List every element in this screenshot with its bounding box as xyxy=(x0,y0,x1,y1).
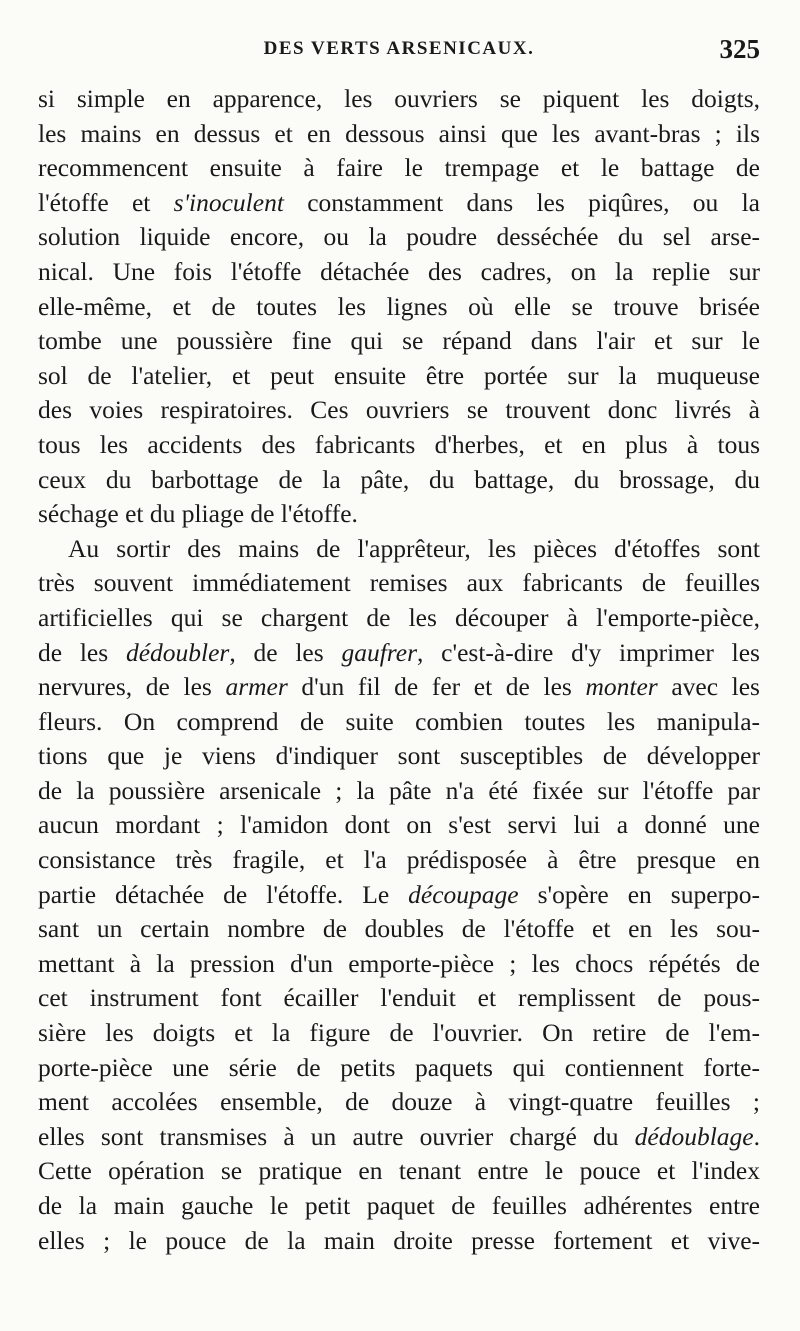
text-line: très souvent immédiatement remises aux fabricants de feuilles xyxy=(38,568,760,598)
italic-term: dédoubler xyxy=(125,637,230,667)
text-line: ceux du barbottage de la pâte, du battage, du brossage, du xyxy=(38,464,760,494)
italic-term: monter xyxy=(585,672,658,702)
text-line: elles ; le pouce de la main droite presse fortement et vive- xyxy=(38,1225,760,1255)
text-line: solution liquide encore, ou la poudre desséchée du sel arse- xyxy=(38,222,760,252)
italic-term: découpage xyxy=(408,879,519,909)
text-line: recommencent ensuite à faire le trempage et le battage de xyxy=(38,153,760,183)
text-line: les mains en dessus et en dessous ainsi que les avant-bras ; ils xyxy=(38,118,760,148)
italic-term: gaufrer xyxy=(341,637,418,667)
text-line: aucun mordant ; l'amidon dont on s'est servi lui a donné une xyxy=(38,810,760,840)
text-line: sant un certain nombre de doubles de l'étoffe et en les sou- xyxy=(38,914,760,944)
text-line: de la main gauche le petit paquet de feuilles adhérentes entre xyxy=(38,1191,760,1220)
text-line: mettant à la pression d'un emporte-pièce ; les chocs répétés de xyxy=(38,948,760,978)
italic-term: s'inoculent xyxy=(173,187,284,217)
body-text xyxy=(38,82,760,1258)
text-line: l'étoffe et s'inoculent constamment dans les piqûres, ou la xyxy=(38,187,760,217)
text-line: nical. Une fois l'étoffe détachée des cadres, on la replie sur xyxy=(38,256,760,286)
text-line: nervures, de les armer d'un fil de fer et de les monter avec les xyxy=(38,672,760,702)
paragraph xyxy=(38,82,760,532)
text-line: elle-même, et de toutes les lignes où elle se trouve brisée xyxy=(38,291,760,321)
text-line: artificielles qui se chargent de les découper à l'emporte-pièce, xyxy=(38,602,760,632)
text-line: sière les doigts et la figure de l'ouvrier. On retire de l'em- xyxy=(38,1018,760,1048)
text-line: tous les accidents des fabricants d'herbes, et en plus à tous xyxy=(38,429,760,459)
italic-term: armer xyxy=(225,672,288,702)
text-line: cet instrument font écailler l'enduit et remplissent de pous- xyxy=(38,983,760,1013)
text-line: elles sont transmises à un autre ouvrier chargé du dédoublage. xyxy=(38,1121,760,1151)
text-line: des voies respiratoires. Ces ouvriers se trouvent donc livrés à xyxy=(38,395,760,425)
text-line: consistance très fragile, et l'a prédisposée à être presque en xyxy=(38,845,760,875)
text-line: partie détachée de l'étoffe. Le découpage s'opère en superpo- xyxy=(38,879,760,909)
text-line: de la poussière arsenicale ; la pâte n'a été fixée sur l'étoffe par xyxy=(38,775,760,805)
running-head xyxy=(38,34,760,68)
text-line: Cette opération se pratique en tenant entre le pouce et l'index xyxy=(38,1156,760,1186)
running-title: DES VERTS ARSENICAUX. xyxy=(263,38,535,59)
text-line: fleurs. On comprend de suite combien toutes les manipula- xyxy=(38,706,760,736)
text-line: Au sortir des mains de l'apprêteur, les pièces d'étoffes sont xyxy=(68,533,760,563)
paragraph xyxy=(38,532,760,1258)
italic-term: dédoublage xyxy=(634,1121,754,1151)
text-line: séchage et du pliage de l'étoffe. xyxy=(38,499,358,529)
text-line: ment accolées ensemble, de douze à vingt-quatre feuilles ; xyxy=(38,1087,760,1117)
text-line: porte-pièce une série de petits paquets qui contiennent forte- xyxy=(38,1052,760,1082)
text-line: tombe une poussière fine qui se répand dans l'air et sur le xyxy=(38,326,760,356)
text-line: tions que je viens d'indiquer sont susceptibles de développer xyxy=(38,741,760,771)
text-line: sol de l'atelier, et peut ensuite être portée sur la muqueuse xyxy=(38,360,760,390)
text-line: si simple en apparence, les ouvriers se piquent les doigts, xyxy=(38,84,760,113)
page-number: 325 xyxy=(719,34,760,64)
text-line: de les dédoubler, de les gaufrer, c'est-à-dire d'y imprimer les xyxy=(38,637,760,667)
